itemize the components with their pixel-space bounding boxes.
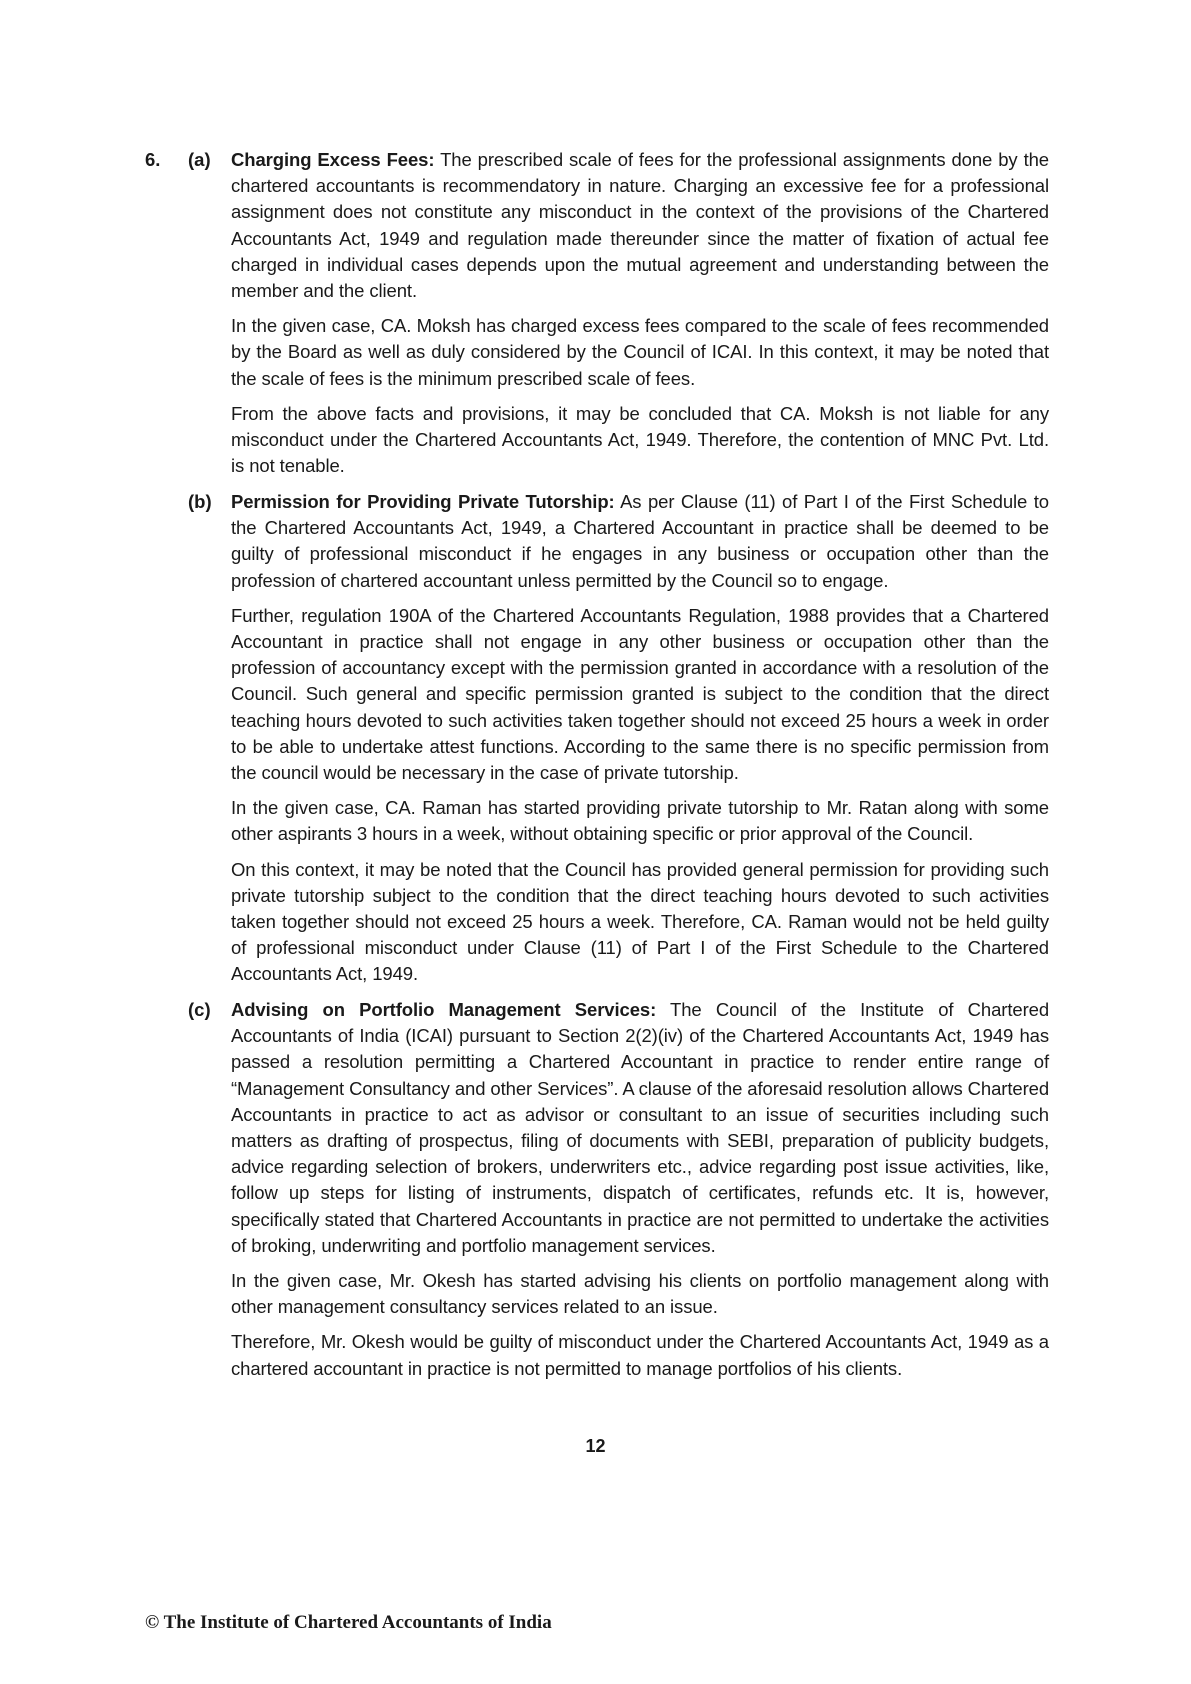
paragraph: In the given case, CA. Moksh has charged excess fees compared to the scale of fees recommended by the Board as well as duly considered by the Council of ICAI. In this context, it may be noted that the scale of fees is the minimum prescribed scale of fees. [231,315,1049,389]
paragraph: Therefore, Mr. Okesh would be guilty of misconduct under the Chartered Accountants Act, 1949 as a chartered accountant in practice is not permitted to manage portfolios of his clients. [231,1331,1049,1379]
part-label-c: (c) [188,999,211,1020]
paragraph: In the given case, CA. Raman has started providing private tutorship to Mr. Ratan along with some other aspirants 3 hours in a week, without obtaining specific or prior approval of the Council. [231,797,1049,845]
paragraph: In the given case, Mr. Okesh has started advising his clients on portfolio management along with other management consultancy services related to an issue. [231,1270,1049,1318]
paragraph [231,489,1049,594]
paragraph: From the above facts and provisions, it may be concluded that CA. Moksh is not liable for any misconduct under the Chartered Accountants Act, 1949. Therefore, the contention of MNC Pvt. Ltd. is not tenable. [231,402,1049,477]
part-label-a: (a) [188,149,211,170]
paragraph: On this context, it may be noted that the Council has provided general permission for providing such private tutorship subject to the condition that the direct teaching hours devoted to such activities taken together should not exceed 25 hours a week. Therefore, CA. Raman would not be held guilty of professional misconduct under Clause (11) of Part I of the First Schedule to the Chartered Accountants Act, 1949. [231,858,1049,985]
paragraph-text: The prescribed scale of fees for the professional assignments done by the chartered accountants is recommendatory in nature. Charging an excessive fee for a professional assignment does not constitute any misconduct in the context of the provisions of the Chartered Accountants Act, 1949 and regulation made thereunder since the matter of fixation of actual fee charged in individual cases depends upon the mutual agreement and understanding between the member and the client. [231,149,1049,302]
copyright-footer: © The Institute of Chartered Accountants of India [145,1612,552,1633]
part-body-a [231,147,1049,488]
paragraph-text: The Council of the Institute of Chartered Accountants of India (ICAI) pursuant to Section 2(2)(iv) of the Chartered Accountants Act, 1949 has passed a resolution permitting a Chartered Accountant in practice to render entire range of “Management Consultancy and other Services”. A clause of the aforesaid resolution allows Chartered Accountants in practice to act as advisor or consultant to an issue of securities including such matters as drafting of prospectus, filing of documents with SEBI, preparation of publicity budgets, advice regarding selection of brokers, underwriters etc., advice regarding post issue activities, like, follow up steps for listing of instruments, dispatch of certificates, refunds etc. It is, however, specifically stated that Chartered Accountants in practice are not permitted to undertake the activities of broking, underwriting and portfolio management services. [231,999,1050,1256]
part-body-c [231,997,1049,1391]
part-body-b [231,489,1049,997]
part-heading-a: Charging Excess Fees: [231,149,435,170]
part-heading-c: Advising on Portfolio Management Services: [231,999,657,1020]
paragraph [231,997,1049,1259]
part-label-b: (b) [188,491,212,512]
paragraph [231,147,1049,304]
paragraph: Further, regulation 190A of the Chartered Accountants Regulation, 1988 provides that a Chartered Accountant in practice shall not engage in any other business or occupation other than the profession of accountancy except with the permission granted in accordance with a resolution of the Council. Such general and specific permission granted is subject to the condition that the direct teaching hours devoted to such activities taken together should not exceed 25 hours a week in order to be able to undertake attest functions. According to the same there is no specific permission from the council would be necessary in the case of private tutorship. [231,604,1049,784]
question-number: 6. [145,149,161,170]
page-number: 12 [585,1436,606,1456]
paragraph-text: As per Clause (11) of Part I of the First Schedule to the Chartered Accountants Act, 1949, a Chartered Accountant in practice shall be deemed to be guilty of professional misconduct if he engages in any business or occupation other than the profession of chartered accountant unless permitted by the Council so to engage. [231,491,1049,591]
part-heading-b: Permission for Providing Private Tutorship: [231,491,615,512]
